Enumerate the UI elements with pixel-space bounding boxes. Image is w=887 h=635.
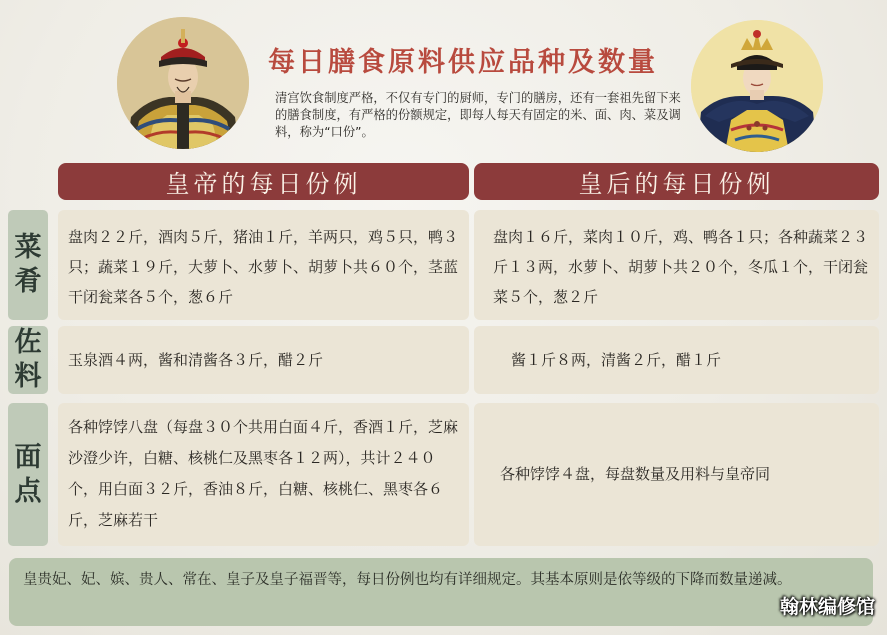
emperor-portrait bbox=[117, 17, 249, 149]
empress-condiments-cell: 酱１斤８两，清酱２斤，醋１斤 bbox=[474, 326, 879, 394]
empress-portrait bbox=[691, 20, 823, 152]
row-label-char: 点 bbox=[14, 475, 42, 507]
empress-pastries-cell: 各种饽饽４盘，每盘数量及用料与皇帝同 bbox=[474, 403, 879, 546]
row-label-char: 佐 bbox=[14, 327, 42, 358]
emperor-condiments-cell: 玉泉酒４两，酱和清酱各３斤，醋２斤 bbox=[58, 326, 469, 394]
row-label-pastries bbox=[8, 403, 48, 546]
row-label-dishes bbox=[8, 210, 48, 320]
row-label-char: 面 bbox=[14, 441, 42, 473]
row-label-char: 菜 bbox=[14, 232, 42, 263]
empress-dishes-cell: 盘肉１６斤，菜肉１０斤，鸡、鸭各１只；各种蔬菜２３斤１３两，水萝卜、胡萝卜共２０个，冬瓜１个，干闭瓮菜５个，葱２斤 bbox=[474, 210, 879, 320]
watermark: 翰林编修馆 bbox=[779, 596, 875, 618]
row-label-char: 肴 bbox=[14, 266, 42, 297]
row-label-condiments bbox=[8, 326, 48, 394]
emperor-pastries-cell: 各种饽饽八盘（每盘３０个共用白面４斤，香酒１斤，芝麻沙澄少许，白糖、核桃仁及黑枣各１２两），共计２４０个，用白面３２斤，香油８斤，白糖、核桃仁、黑枣各６斤，芝麻若干 bbox=[58, 403, 469, 546]
page-title: 每日膳食原料供应品种及数量 bbox=[268, 47, 658, 78]
emperor-portrait-image bbox=[117, 17, 249, 149]
emperor-dishes-cell: 盘肉２２斤，酒肉５斤，猪油１斤，羊两只，鸡５只，鸭３只；蔬菜１９斤，大萝卜、水萝卜、胡萝卜共６０个，茎蓝干闭瓮菜各５个，葱６斤 bbox=[58, 210, 469, 320]
intro-paragraph: 清宫饮食制度严格，不仅有专门的厨师，专门的膳房，还有一套祖先留下来的膳食制度，有严格的份额规定，即每人每天有固定的米、面、肉、菜及调料，称为“口份”。 bbox=[275, 91, 681, 139]
row-label-char: 料 bbox=[14, 361, 42, 392]
footer-note: 皇贵妃、妃、嫔、贵人、常在、皇子及皇子福晋等，每日份例也均有详细规定。其基本原则是依等级的下降而数量递减。 bbox=[9, 558, 873, 626]
emperor-column-header: 皇帝的每日份例 bbox=[58, 163, 469, 200]
empress-column-header: 皇后的每日份例 bbox=[474, 163, 879, 200]
empress-portrait-image bbox=[691, 20, 823, 152]
